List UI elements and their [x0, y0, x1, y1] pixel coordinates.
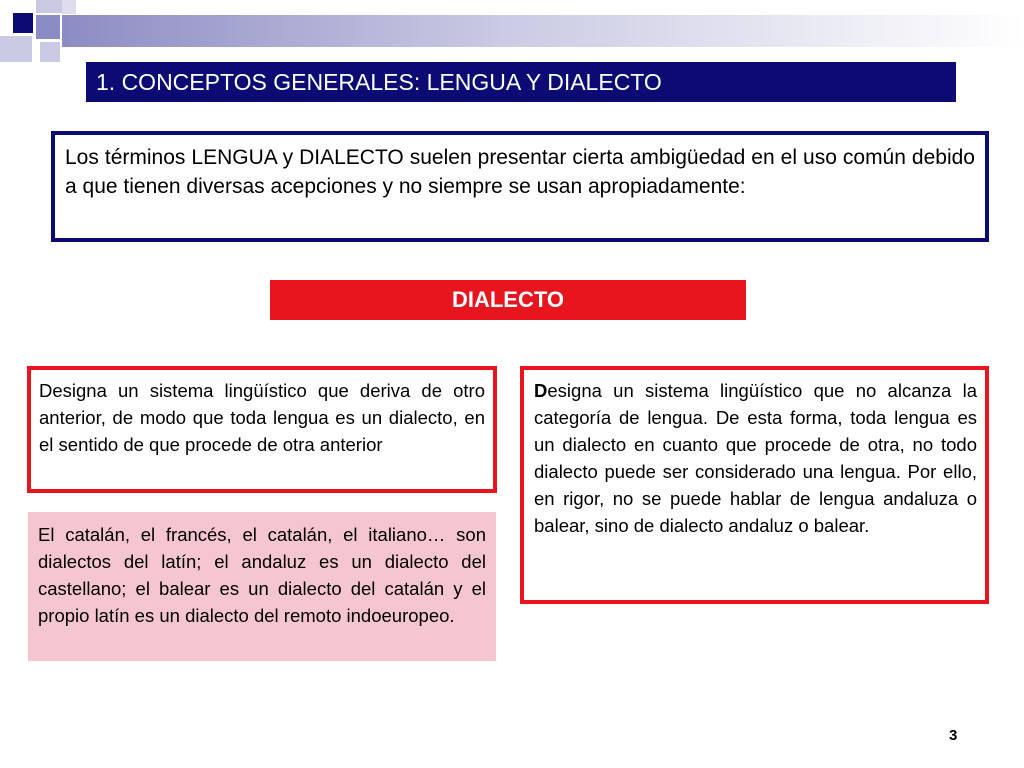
intro-text: Los términos LENGUA y DIALECTO suelen presentar cierta ambigüedad en el uso común debido a que tienen diversas acepciones y no siempre se usan apropiadamente: — [65, 146, 975, 198]
example-box — [28, 512, 496, 661]
deco-square-light-1 — [36, 0, 62, 13]
deco-square-navy — [13, 13, 33, 33]
example-text: El catalán, el francés, el catalán, el italiano… son dialectos del latín; el andaluz es un dialecto del castellano; el balear es un dialecto del catalán y el propio latín es un dialecto del remoto indoeuropeo. — [38, 524, 486, 626]
definition-right-text: esigna un sistema lingüístico que no alcanza la categoría de lengua. De esta forma, toda lengua es un dialecto en cuanto que procede de otra, no todo dialecto puede ser considerado una lengua. Por ello, en rigor, no se puede hablar de lengua andaluza o balear, sino de dialecto andaluz o balear. — [534, 380, 977, 536]
deco-square-light-3 — [40, 42, 60, 62]
definition-right-box — [520, 366, 989, 604]
definition-left-text: Designa un sistema lingüístico que deriva de otro anterior, de modo que toda lengua es un dialecto, en el sentido de que procede de otra anterior — [39, 380, 485, 455]
top-gradient-bar — [62, 15, 1024, 47]
page-number: 3 — [949, 727, 958, 744]
definition-right-initial: D — [534, 380, 548, 401]
definition-left-box — [27, 366, 497, 493]
dialecto-heading: DIALECTO — [270, 280, 746, 320]
deco-square-mid — [36, 15, 60, 39]
deco-square-light-2 — [0, 36, 32, 62]
slide-title: 1. CONCEPTOS GENERALES: LENGUA Y DIALECTO — [86, 62, 956, 102]
deco-square-light-4 — [62, 0, 76, 14]
intro-text-box — [51, 131, 989, 242]
